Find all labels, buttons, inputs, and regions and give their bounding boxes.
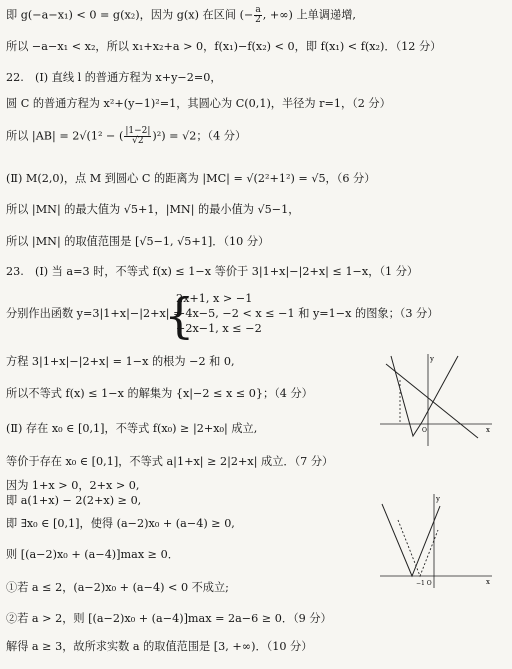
line-12: 所以不等式 f(x) ≤ 1−x 的解集为 {x|−2 ≤ x ≤ 0}；（4 分） (6, 387, 313, 400)
line-7: 所以 |MN| 的最大值为 √5+1，|MN| 的最小值为 √5−1， (6, 203, 300, 216)
y-label: y (430, 355, 434, 363)
denominator: 2 (255, 15, 261, 25)
text: 所以 |AB| = 2√(1² − ( (6, 129, 124, 143)
line-20: ②若 a > 2，则 [(a−2)x₀ + (a−4)]max = 2a−6 ≥ 0．（9 分） (6, 612, 332, 625)
graph-2 (378, 490, 496, 590)
line-2: 所以 −a−x₁ < x₂，所以 x₁+x₂+a > 0，f(x₁)−f(x₂) < 0，即 f(x₁) < f(x₂)．（12 分） (6, 40, 442, 53)
line-4: 圆 C 的普通方程为 x²+(y−1)²=1，其圆心为 C(0,1)，半径为 r=1，（2 分） (6, 97, 391, 110)
y-label: y (436, 495, 440, 503)
brace: { (164, 288, 195, 344)
case-2: −4x−5, −2 < x ≤ −1 和 y=1−x 的图象；（3 分） (176, 307, 439, 320)
numerator: |1−2| (125, 126, 151, 136)
case-1: 2x+1, x > −1 (176, 292, 253, 305)
line-15: 因为 1+x > 0，2+x > 0, (6, 479, 140, 492)
fraction (254, 6, 261, 25)
line-18: 则 [(a−2)x₀ + (a−4)]max ≥ 0． (6, 548, 179, 561)
numerator: a (255, 5, 261, 15)
line-8: 所以 |MN| 的取值范围是 [√5−1, √5+1]．（10 分） (6, 235, 270, 248)
denominator: √2 (132, 136, 144, 146)
line-6: (Ⅱ) M(2,0)，点 M 到圆心 C 的距离为 |MC| = √(2²+1²) = √5，（6 分） (6, 172, 376, 185)
tick-label: −1 O (416, 580, 432, 587)
line-10: 分别作出函数 y=3|1+x|−|2+x| = (6, 307, 183, 320)
text: )²) = √2；（4 分） (152, 129, 247, 143)
line-1 (6, 6, 356, 25)
graph-1 (378, 350, 496, 448)
problem-23-heading: 23. (Ⅰ) 当 a=3 时，不等式 f(x) ≤ 1−x 等价于 3|1+x|−|2+x| ≤ 1−x，（1 分） (6, 265, 419, 278)
piecewise-cases (176, 291, 438, 336)
text: , +∞) 上单调递增, (262, 8, 356, 22)
line-17: 即 ∃x₀ ∈ [0,1]，使得 (a−2)x₀ + (a−4) ≥ 0, (6, 517, 235, 530)
line-11: 方程 3|1+x|−|2+x| = 1−x 的根为 −2 和 0, (6, 355, 235, 368)
case-3: −2x−1, x ≤ −2 (176, 322, 262, 335)
line-13: (Ⅱ) 存在 x₀ ∈ [0,1]，不等式 f(x₀) ≥ |2+x₀| 成立, (6, 422, 258, 435)
x-label: x (486, 426, 490, 434)
x-label: x (486, 578, 490, 586)
line-5 (6, 127, 246, 146)
origin-label: O (422, 427, 427, 434)
line-19: ①若 a ≤ 2，(a−2)x₀ + (a−4) < 0 不成立; (6, 581, 229, 594)
dashed-curve (398, 520, 438, 576)
line-21: 解得 a ≥ 3，故所求实数 a 的取值范围是 [3, +∞)．（10 分） (6, 640, 313, 653)
line-16: 即 a(1+x) − 2(2+x) ≥ 0, (6, 494, 142, 507)
fraction (124, 127, 151, 146)
problem-22-heading: 22. (Ⅰ) 直线 l 的普通方程为 x+y−2=0， (6, 71, 222, 84)
function-curve (382, 504, 440, 576)
line-14: 等价于存在 x₀ ∈ [0,1]，不等式 a|1+x| ≥ 2|2+x| 成立．（7 分） (6, 455, 334, 468)
text: 即 g(−a−x₁) < 0 = g(x₂)，因为 g(x) 在区间 (− (6, 8, 254, 22)
